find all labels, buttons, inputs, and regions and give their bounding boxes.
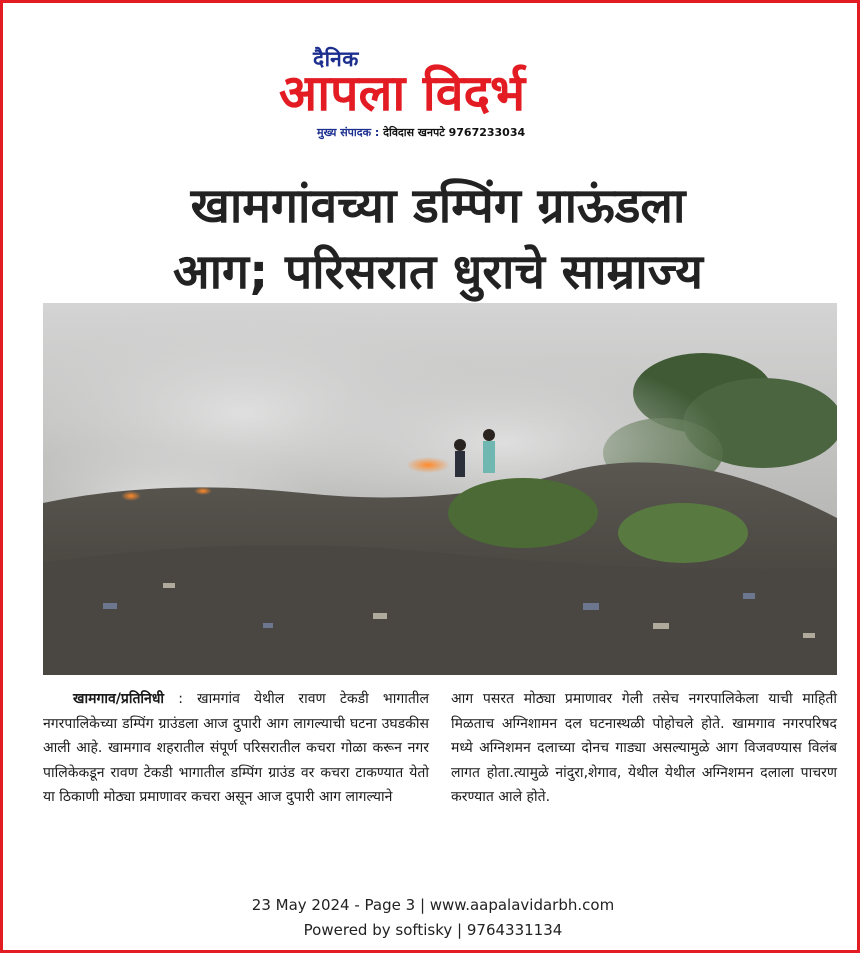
headline	[43, 173, 833, 305]
page-footer	[3, 893, 860, 943]
masthead-name: आपला विदर्भ	[279, 64, 526, 122]
article-paragraph-left	[43, 687, 429, 810]
article-text-right: आग पसरत मोठ्या प्रमाणावर गेली तसेच नगरपालिकेला याची माहिती मिळताच अग्निशामन दल घटनास्थळी पोहोचले होते. खामगाव नगरपरिषद मध्ये अग्निशमन दलाच्या दोनच गाड्या असल्यामुळे आग विजवण्यास विलंब लागत होता.त्यामुळे नांदुरा,शेगाव, येथील येथील अग्निशमन दलाला पाचरण करण्यात आले होते.	[451, 691, 837, 805]
article-text-left: : खामगांव येथील रावण टेकडी भागातील नगरपालिकेच्या डम्पिंग ग्राउंडला आज दुपारी आग लागल्याची घटना उघडकीस आली आहे. खामगाव शहरातील संपूर्ण परिसरातील कचरा गोळा करून नगर पालिकेकडून रावण टेकडी भागातील डम्पिंग ग्राउंड वर कचरा टाकण्यात येतो या ठिकाणी मोठ्या प्रमाणावर कचरा असून आज दुपारी आग लागल्याने	[43, 691, 429, 805]
news-photo	[43, 303, 837, 675]
article-column-left	[43, 687, 429, 810]
masthead-prefix: दैनिक	[313, 47, 359, 71]
masthead-logo	[273, 41, 603, 141]
editor-value: देविदास खनपटे 9767233034	[383, 126, 526, 139]
article-dateline: खामगाव/प्रतिनिधी	[73, 691, 165, 707]
editor-label: मुख्य संपादक :	[317, 126, 380, 139]
article-body	[43, 687, 837, 810]
photo-dumping-ground-fire-icon	[43, 303, 837, 675]
masthead-editor	[317, 125, 525, 140]
headline-line-1: खामगांवच्या डम्पिंग ग्राऊंडला	[190, 178, 686, 234]
article-column-right	[451, 687, 837, 810]
footer-powered-by: Powered by softisky | 9764331134	[303, 921, 563, 939]
headline-line-2: आग; परिसरात धुराचे साम्राज्य	[173, 244, 703, 300]
footer-date-site: 23 May 2024 - Page 3 | www.aapalavidarbh.com	[251, 896, 615, 914]
